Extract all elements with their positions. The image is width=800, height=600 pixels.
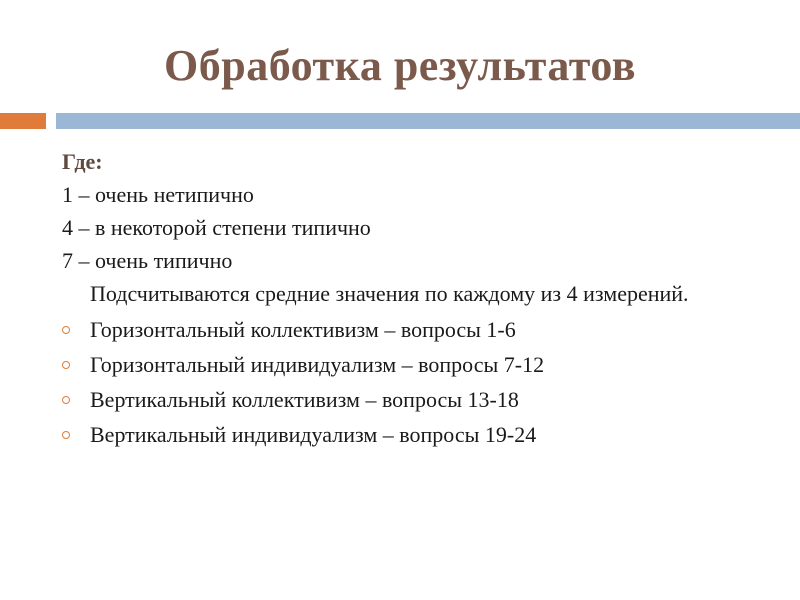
list-item <box>62 417 782 452</box>
circle-bullet-icon <box>62 361 70 369</box>
circle-bullet-icon <box>62 396 70 404</box>
list-item-text: Вертикальный коллективизм – вопросы 13-18 <box>90 387 519 412</box>
scoring-paragraph: Подсчитываются средние значения по каждому из 4 измерений. <box>90 281 689 306</box>
dimension-list <box>62 312 782 452</box>
accent-bar <box>0 113 46 129</box>
slide-body <box>62 145 782 452</box>
list-item <box>62 312 782 347</box>
list-item-text: Горизонтальный индивидуализм – вопросы 7-12 <box>90 352 545 377</box>
slide-title: Обработка результатов <box>164 41 636 90</box>
circle-bullet-icon <box>62 431 70 439</box>
circle-bullet-icon <box>62 326 70 334</box>
list-item <box>62 347 782 382</box>
scale-item-7: 7 – очень типично <box>62 248 233 273</box>
scale-item-1: 1 – очень нетипично <box>62 182 254 207</box>
title-rule <box>56 113 800 129</box>
where-label: Где: <box>62 149 103 174</box>
list-item <box>62 382 782 417</box>
scale-item-4: 4 – в некоторой степени типично <box>62 215 371 240</box>
list-item-text: Вертикальный индивидуализм – вопросы 19-24 <box>90 422 537 447</box>
list-item-text: Горизонтальный коллективизм – вопросы 1-6 <box>90 317 516 342</box>
